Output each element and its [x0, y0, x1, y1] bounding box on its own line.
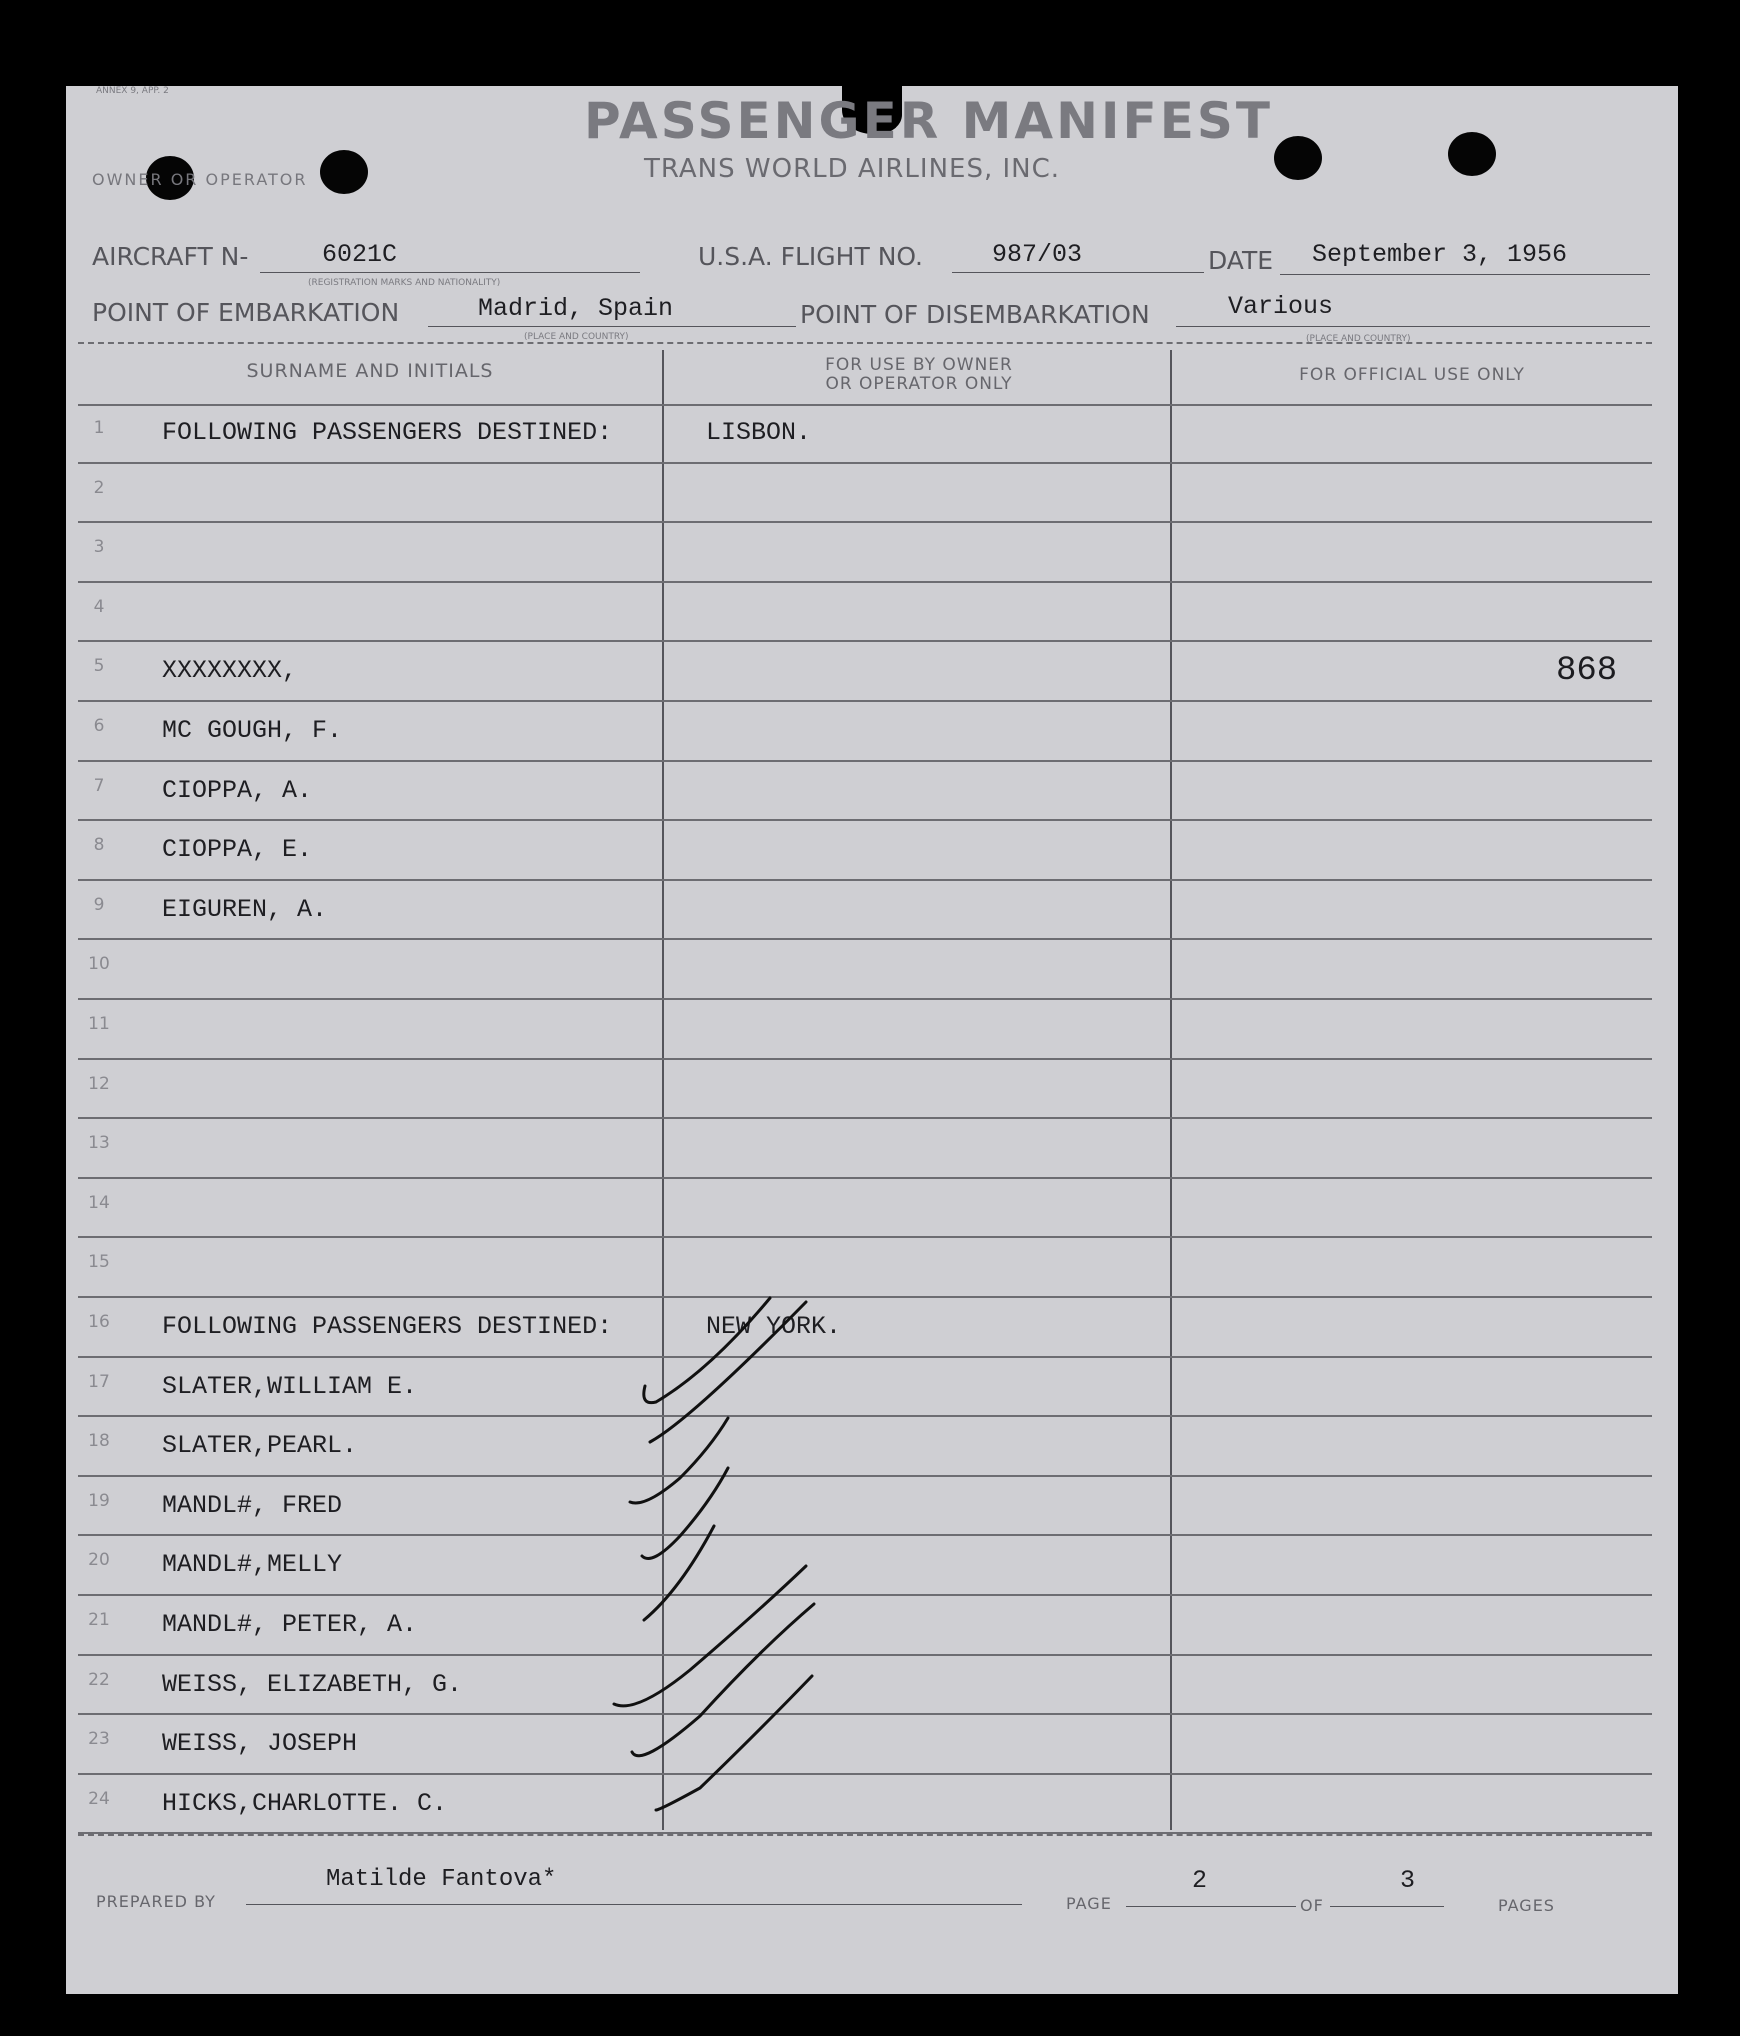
- passenger-name: WEISS, JOSEPH: [162, 1729, 358, 1758]
- owner-use-value: NEW YORK.: [706, 1312, 842, 1341]
- passenger-name: MANDL#, FRED: [162, 1491, 343, 1520]
- embarkation-value: Madrid, Spain: [478, 294, 674, 323]
- prepared-by-value: Matilde Fantova*: [326, 1866, 557, 1893]
- owner-label: OWNER OR OPERATOR: [92, 170, 308, 189]
- embarkation-caption: (PLACE AND COUNTRY): [524, 332, 629, 342]
- passenger-name: MC GOUGH, F.: [162, 716, 343, 745]
- page-label: PAGE: [1066, 1894, 1112, 1913]
- row-number: 9: [93, 895, 105, 915]
- embarkation-underline: [428, 326, 796, 327]
- row-rule: [78, 521, 1652, 523]
- page-underline: [1126, 1906, 1296, 1907]
- page-value: 2: [1192, 1866, 1208, 1895]
- row-rule: [78, 1177, 1652, 1179]
- checkmark: [644, 1526, 714, 1620]
- row-rule: [78, 1236, 1652, 1238]
- passenger-name: HICKS,CHARLOTTE. C.: [162, 1789, 448, 1818]
- official-column-header: FOR OFFICIAL USE ONLY: [1299, 365, 1525, 385]
- row-rule: [78, 1117, 1652, 1119]
- checkmark: [656, 1676, 812, 1810]
- row-number: 24: [88, 1789, 110, 1809]
- passenger-name: FOLLOWING PASSENGERS DESTINED:: [162, 1312, 613, 1341]
- of-underline: [1330, 1906, 1444, 1907]
- row-number: 15: [88, 1252, 110, 1272]
- row-rule: [78, 1713, 1652, 1715]
- checkmark: [642, 1468, 728, 1559]
- checkmarks: [600, 1290, 860, 1850]
- date-value: September 3, 1956: [1312, 240, 1568, 269]
- row-rule: [78, 581, 1652, 583]
- aircraft-value: 6021C: [322, 240, 398, 269]
- row-rule: [78, 819, 1652, 821]
- row-number: 13: [88, 1133, 110, 1153]
- row-number: 16: [88, 1312, 110, 1332]
- row-rule: [78, 1475, 1652, 1477]
- passenger-name: MANDL#,MELLY: [162, 1550, 343, 1579]
- passenger-name: FOLLOWING PASSENGERS DESTINED:: [162, 418, 613, 447]
- passenger-name: CIOPPA, E.: [162, 835, 313, 864]
- row-number: 12: [88, 1074, 110, 1094]
- row-number: 14: [88, 1193, 110, 1213]
- checkmark: [632, 1604, 814, 1756]
- checkmark: [650, 1302, 806, 1442]
- row-number: 10: [88, 954, 110, 974]
- prepared-by-underline: [246, 1904, 1022, 1905]
- row-number: 2: [93, 478, 105, 498]
- row-number: 8: [93, 835, 105, 855]
- disembarkation-caption: (PLACE AND COUNTRY): [1306, 334, 1411, 344]
- flight-value: 987/03: [992, 240, 1083, 269]
- surname-column-header: SURNAME AND INITIALS: [246, 360, 494, 382]
- flight-label: U.S.A. FLIGHT NO.: [698, 242, 923, 271]
- row-rule: [78, 700, 1652, 702]
- owner-column-header: [666, 356, 1172, 394]
- checkmark: [644, 1298, 770, 1403]
- row-number: 22: [88, 1670, 110, 1690]
- passenger-name: SLATER,PEARL.: [162, 1431, 358, 1460]
- row-number: 1: [93, 418, 105, 438]
- pages-label: PAGES: [1498, 1896, 1555, 1915]
- table-top-rule: [78, 404, 1652, 406]
- row-number: 3: [93, 537, 105, 557]
- passenger-name: CIOPPA, A.: [162, 776, 313, 805]
- row-rule: [78, 1356, 1652, 1358]
- row-rule: [78, 1773, 1652, 1775]
- row-number: 21: [88, 1610, 110, 1630]
- row-rule: [78, 879, 1652, 881]
- footer-divider: [78, 1834, 1652, 1836]
- punch-hole: [320, 150, 368, 194]
- embarkation-label: POINT OF EMBARKATION: [92, 298, 400, 327]
- flight-underline: [952, 272, 1204, 273]
- row-rule: [78, 1654, 1652, 1656]
- passenger-name: SLATER,WILLIAM E.: [162, 1372, 418, 1401]
- row-rule: [78, 998, 1652, 1000]
- disembarkation-value: Various: [1228, 292, 1334, 321]
- punch-hole: [1274, 136, 1322, 180]
- row-number: 11: [88, 1014, 110, 1034]
- row-rule: [78, 1296, 1652, 1298]
- row-rule: [78, 1415, 1652, 1417]
- of-value: 3: [1400, 1866, 1416, 1895]
- row-number: 20: [88, 1550, 110, 1570]
- row-rule: [78, 938, 1652, 940]
- row-rule: [78, 1058, 1652, 1060]
- passenger-name: EIGUREN, A.: [162, 895, 328, 924]
- column-divider: [1170, 350, 1172, 1830]
- header-divider: [78, 342, 1652, 344]
- prepared-by-label: PREPARED BY: [96, 1892, 216, 1911]
- row-number: 6: [93, 716, 105, 736]
- row-rule: [78, 462, 1652, 464]
- owner-use-value: LISBON.: [706, 418, 812, 447]
- registration-caption: (REGISTRATION MARKS AND NATIONALITY): [308, 278, 501, 288]
- disembarkation-underline: [1176, 326, 1650, 327]
- passenger-name: XXXXXXXX,: [162, 656, 298, 685]
- aircraft-label: AIRCRAFT N-: [92, 242, 249, 271]
- form-number: ANNEX 9, APP. 2: [96, 86, 169, 96]
- disembarkation-label: POINT OF DISEMBARKATION: [800, 300, 1150, 329]
- owner-column-header-line1: FOR USE BY OWNER: [825, 355, 1013, 375]
- row-number: 17: [88, 1372, 110, 1392]
- row-number: 7: [93, 776, 105, 796]
- airline-name: TRANS WORLD AIRLINES, INC.: [644, 154, 1061, 184]
- aircraft-underline: [260, 272, 640, 273]
- row-number: 18: [88, 1431, 110, 1451]
- owner-column-header-line2: OR OPERATOR ONLY: [825, 374, 1013, 394]
- page-title: PASSENGER MANIFEST: [584, 92, 1273, 150]
- row-number: 19: [88, 1491, 110, 1511]
- passenger-name: WEISS, ELIZABETH, G.: [162, 1670, 463, 1699]
- row-rule: [78, 760, 1652, 762]
- punch-hole: [1448, 132, 1496, 176]
- row-number: 23: [88, 1729, 110, 1749]
- row-rule: [78, 1534, 1652, 1536]
- official-note: 868: [1556, 652, 1618, 690]
- date-label: DATE: [1208, 246, 1274, 275]
- row-number: 5: [93, 656, 105, 676]
- passenger-name: MANDL#, PETER, A.: [162, 1610, 418, 1639]
- row-rule: [78, 1594, 1652, 1596]
- date-underline: [1280, 274, 1650, 275]
- row-number: 4: [93, 597, 105, 617]
- of-label: OF: [1300, 1896, 1324, 1915]
- row-rule: [78, 640, 1652, 642]
